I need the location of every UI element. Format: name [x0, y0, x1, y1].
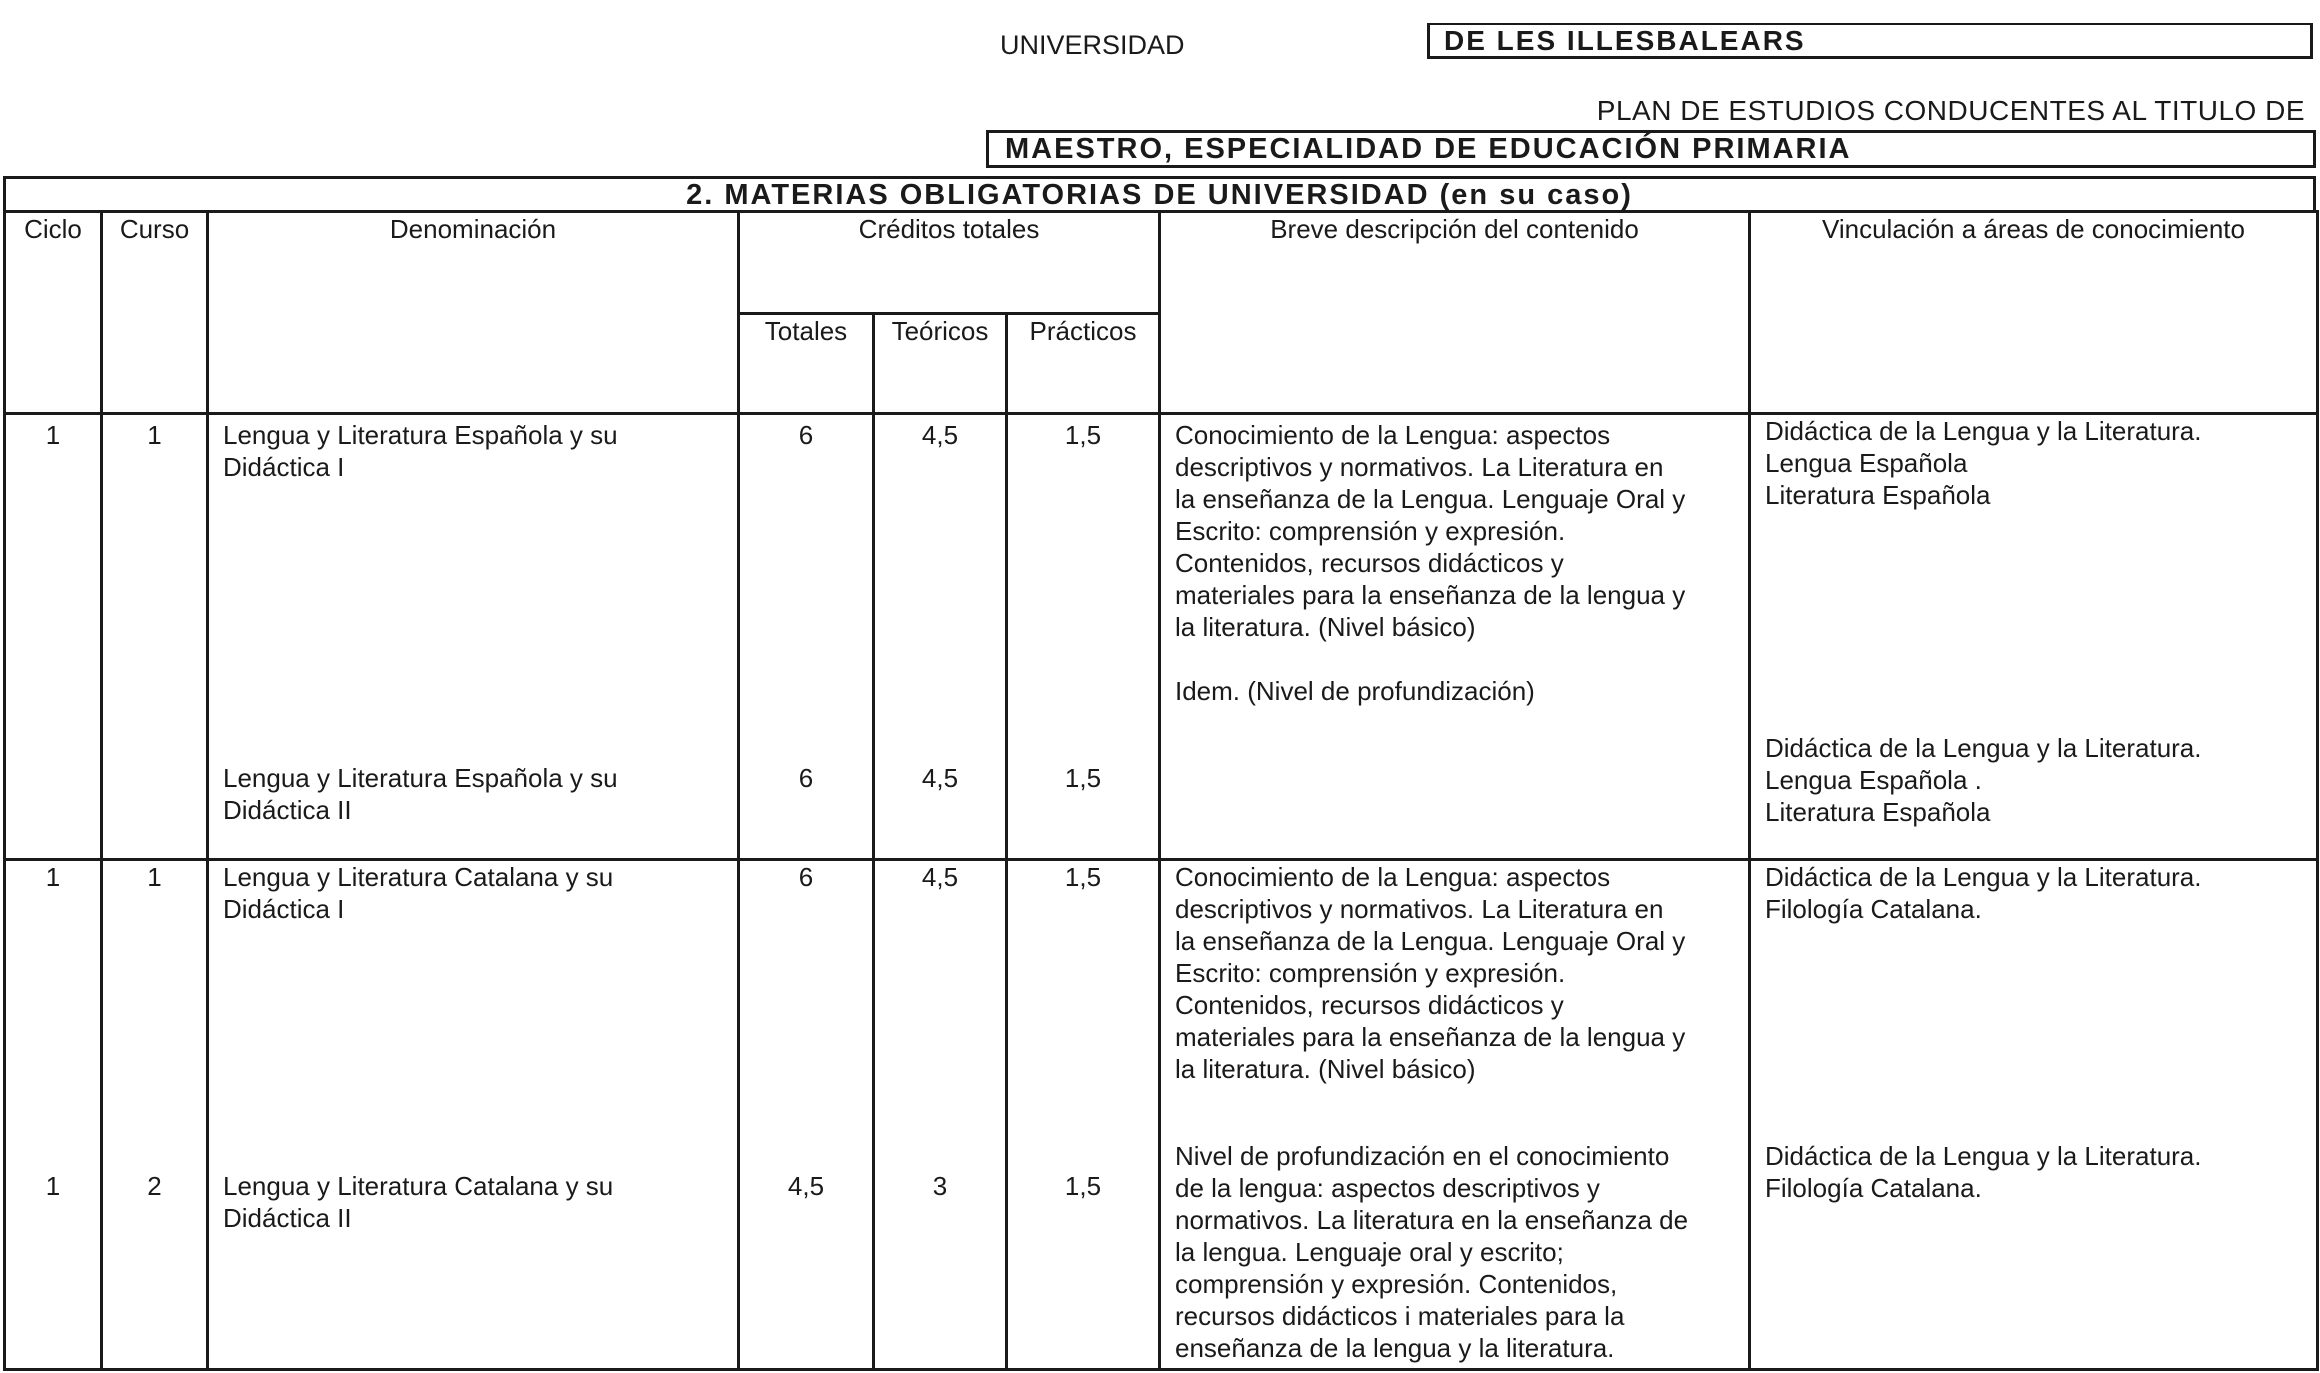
descripcion-line: comprensión y expresión. Contenidos,	[1175, 1268, 1618, 1299]
col-header-denominacion: Denominación	[208, 212, 739, 414]
denominacion-line: Didáctica II	[223, 794, 352, 825]
cell-totales: 4,5	[739, 1140, 874, 1370]
cell-descripcion	[1160, 1140, 1750, 1370]
universidad-name-box: DE LES ILLESBALEARS	[1427, 23, 2313, 59]
cell-practicos: 1,5	[1007, 1140, 1160, 1370]
descripcion-line: de la lengua: aspectos descriptivos y	[1175, 1172, 1600, 1203]
area-line: Didáctica de la Lengua y la Literatura.	[1765, 732, 2202, 763]
cell-denominacion	[208, 414, 739, 732]
area-line: Lengua Española .	[1765, 764, 1982, 795]
area-line: Didáctica de la Lengua y la Literatura.	[1765, 1140, 2202, 1171]
plan-label: PLAN DE ESTUDIOS CONDUCENTES AL TITULO DE	[1596, 95, 2305, 126]
descripcion-line: la literatura. (Nivel básico)	[1175, 1054, 1476, 1084]
cell-totales: 6	[739, 732, 874, 860]
cell-curso	[102, 732, 208, 860]
cell-practicos: 1,5	[1007, 860, 1160, 1140]
cell-denominacion	[208, 1140, 739, 1370]
col-header-ciclo: Ciclo	[5, 212, 102, 414]
descripcion-line: descriptivos y normativos. La Literatura en	[1175, 894, 1664, 924]
col-header-practicos: Prácticos	[1007, 314, 1160, 414]
descripcion-line: Escrito: comprensión y expresión.	[1175, 516, 1566, 546]
denominacion-line: Lengua y Literatura Española y su	[223, 420, 618, 450]
cell-teoricos: 3	[874, 1140, 1007, 1370]
col-header-descripcion: Breve descripción del contenido	[1160, 212, 1750, 414]
area-line: Literatura Española	[1765, 796, 1991, 827]
col-header-curso: Curso	[102, 212, 208, 414]
col-header-totales: Totales	[739, 314, 874, 414]
cell-teoricos: 4,5	[874, 860, 1007, 1140]
denominacion-line: Lengua y Literatura Española y su	[223, 762, 618, 793]
subjects-table	[3, 210, 2319, 1371]
table-row	[5, 1140, 2318, 1370]
descripcion-line: Nivel de profundización en el conocimiento	[1175, 1140, 1670, 1171]
descripcion-line: materiales para la enseñanza de la lengua y	[1175, 1022, 1686, 1052]
cell-areas	[1750, 732, 2318, 860]
cell-ciclo: 1	[5, 860, 102, 1140]
col-header-creditos: Créditos totales	[739, 212, 1160, 314]
cell-curso: 1	[102, 414, 208, 732]
descripcion-line: Conocimiento de la Lengua: aspectos	[1175, 862, 1611, 892]
descripcion-line: la lengua. Lenguaje oral y escrito;	[1175, 1236, 1564, 1267]
descripcion-line: la literatura. (Nivel básico)	[1175, 612, 1476, 642]
area-line: Filología Catalana.	[1765, 894, 1982, 924]
cell-denominacion	[208, 732, 739, 860]
descripcion-line: enseñanza de la lengua y la literatura.	[1175, 1332, 1615, 1363]
table-row	[5, 732, 2318, 860]
cell-denominacion	[208, 860, 739, 1140]
table-row	[5, 860, 2318, 1140]
cell-areas	[1750, 414, 2318, 732]
area-line: Lengua Española	[1765, 448, 1968, 478]
descripcion-extra-line: Idem. (Nivel de profundización)	[1175, 676, 1535, 706]
cell-descripcion	[1160, 860, 1750, 1140]
col-header-teoricos: Teóricos	[874, 314, 1007, 414]
descripcion-line: la enseñanza de la Lengua. Lenguaje Oral y	[1175, 926, 1686, 956]
area-line: Didáctica de la Lengua y la Literatura.	[1765, 416, 2202, 446]
cell-areas	[1750, 860, 2318, 1140]
descripcion-line: Contenidos, recursos didácticos y	[1175, 548, 1564, 578]
descripcion-line: materiales para la enseñanza de la lengua y	[1175, 580, 1686, 610]
col-header-vinculacion: Vinculación a áreas de conocimiento	[1750, 212, 2318, 414]
denominacion-line: Lengua y Literatura Catalana y su	[223, 1170, 614, 1201]
denominacion-line: Didáctica II	[223, 1202, 352, 1233]
denominacion-line: Didáctica I	[223, 894, 345, 924]
descripcion-line: Escrito: comprensión y expresión.	[1175, 958, 1566, 988]
cell-areas	[1750, 1140, 2318, 1370]
cell-curso: 2	[102, 1140, 208, 1370]
cell-totales: 6	[739, 414, 874, 732]
descripcion-line: Contenidos, recursos didácticos y	[1175, 990, 1564, 1020]
area-line: Didáctica de la Lengua y la Literatura.	[1765, 862, 2202, 892]
degree-title-box: MAESTRO, ESPECIALIDAD DE EDUCACIÓN PRIMARIA	[986, 130, 2316, 168]
cell-teoricos: 4,5	[874, 414, 1007, 732]
cell-ciclo: 1	[5, 414, 102, 732]
descripcion-line: recursos didácticos i materiales para la	[1175, 1300, 1625, 1331]
cell-descripcion-empty	[1160, 732, 1750, 860]
area-line: Filología Catalana.	[1765, 1172, 1982, 1203]
cell-teoricos: 4,5	[874, 732, 1007, 860]
descripcion-line: normativos. La literatura en la enseñanza de	[1175, 1204, 1689, 1235]
cell-practicos: 1,5	[1007, 732, 1160, 860]
cell-ciclo: 1	[5, 1140, 102, 1370]
descripcion-line: Conocimiento de la Lengua: aspectos	[1175, 420, 1611, 450]
descripcion-line: descriptivos y normativos. La Literatura en	[1175, 452, 1664, 482]
cell-practicos: 1,5	[1007, 414, 1160, 732]
cell-totales: 6	[739, 860, 874, 1140]
cell-descripcion	[1160, 414, 1750, 732]
area-line: Literatura Española	[1765, 480, 1991, 510]
denominacion-line: Didáctica I	[223, 452, 345, 482]
denominacion-line: Lengua y Literatura Catalana y su	[223, 862, 614, 892]
cell-curso: 1	[102, 860, 208, 1140]
table-row	[5, 414, 2318, 732]
descripcion-line: la enseñanza de la Lengua. Lenguaje Oral y	[1175, 484, 1686, 514]
universidad-label: UNIVERSIDAD	[1000, 30, 1185, 60]
section-title: 2. MATERIAS OBLIGATORIAS DE UNIVERSIDAD (en su caso)	[3, 176, 2316, 210]
cell-ciclo	[5, 732, 102, 860]
